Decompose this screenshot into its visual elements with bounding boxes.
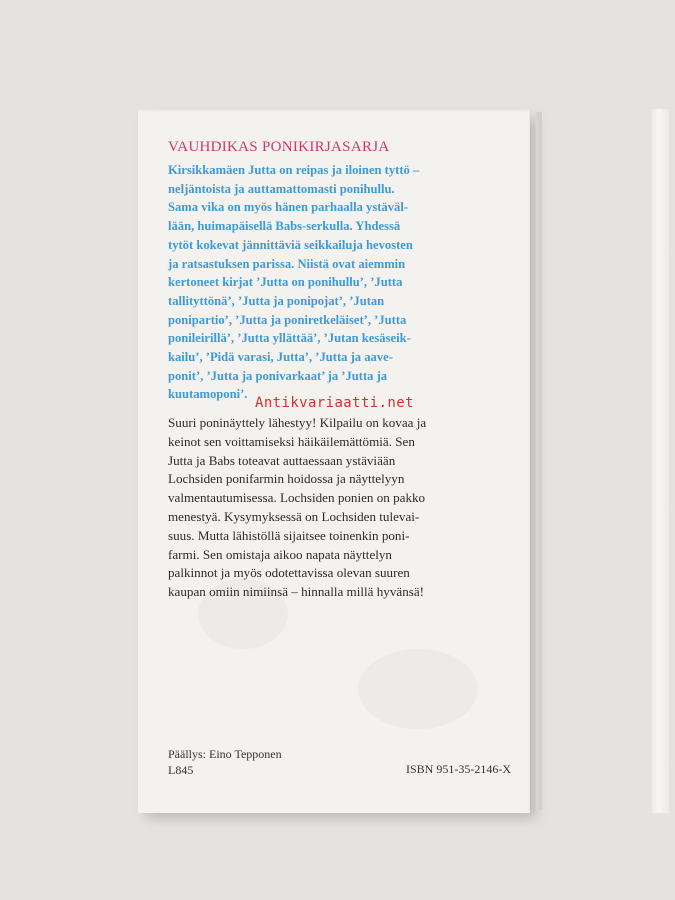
description-line: keinot sen voittamiseksi häikäilemättömiä. Sen: [168, 433, 415, 449]
description-line: kaupan omiin nimiinsä – hinnalla millä hyvänsä!: [168, 584, 425, 600]
cover-artist-credit: Päällys: Eino Tepponen: [168, 747, 282, 761]
description-line: suus. Mutta lähistöllä sijaitsee toinenkin poni-: [168, 527, 410, 543]
series-heading: VAUHDIKAS PONIKIRJASARJA: [168, 139, 390, 155]
description-line: menestyä. Kysymyksessä on Lochsiden tulevai-: [168, 508, 420, 524]
blurb-line: neljäntoista ja auttamattomasti ponihullu.: [168, 181, 395, 196]
blurb-line: ja ratsastuksen parissa. Niistä ovat aiemmin: [168, 256, 406, 271]
catalog-code: L845: [168, 762, 194, 777]
blurb-line: kailu’, ’Pidä varasi, Jutta’, ’Jutta ja aave-: [168, 350, 393, 365]
blurb-line: kertoneet kirjat ’Jutta on ponihullu’, ’Jutta: [168, 275, 403, 290]
blurb-line: ponit’, ’Jutta ja ponivarkaat’ ja ’Jutta ja: [168, 368, 388, 383]
blurb-line: tallityttönä’, ’Jutta ja ponipojat’, ’Jutan: [168, 293, 385, 308]
description-line: Jutta ja Babs toteavat auttaessaan ystäviään: [168, 452, 396, 468]
description-line: farmi. Sen omistaja aikoo napata näyttelyn: [168, 546, 392, 562]
cover-spine-strip: [652, 109, 669, 813]
series-blurb: [168, 161, 528, 404]
blurb-line: tytöt kokevat jännittäviä seikkailuja hevosten: [168, 237, 413, 252]
blurb-line: ponileirillä’, ’Jutta yllättää’, ’Jutan kesäseik-: [168, 331, 411, 346]
cover-top-edge: [138, 109, 530, 111]
isbn-label: ISBN 951-35-2146-X: [406, 762, 511, 776]
blurb-line: kuutamoponi’.: [168, 387, 248, 402]
cover-credits: [168, 747, 282, 778]
blurb-line: ponipartio’, ’Jutta ja poniretkeläiset’, ’Jutta: [168, 312, 407, 327]
watermark-text: Antikvariaatti.net: [255, 395, 414, 411]
description-line: Suuri poninäyttely lähestyy! Kilpailu on kovaa ja: [168, 415, 427, 430]
blurb-line: lään, huimapäisellä Babs-serkulla. Yhdessä: [168, 219, 401, 234]
description-line: valmentautumisessa. Lochsiden ponien on pakko: [168, 490, 426, 506]
book-spine-edge: [536, 112, 542, 810]
description-line: palkinnot ja myös odotettavissa olevan suuren: [168, 565, 410, 581]
blurb-line: Kirsikkamäen Jutta on reipas ja iloinen tyttö –: [168, 163, 420, 177]
book-back-cover: [138, 109, 530, 813]
description-line: Lochsiden ponifarmin hoidossa ja näyttelyyn: [168, 471, 405, 487]
blurb-line: Sama vika on myös hänen parhaalla ystäväl-: [168, 200, 409, 215]
paper-stain: [358, 649, 478, 729]
book-description: [168, 414, 528, 602]
